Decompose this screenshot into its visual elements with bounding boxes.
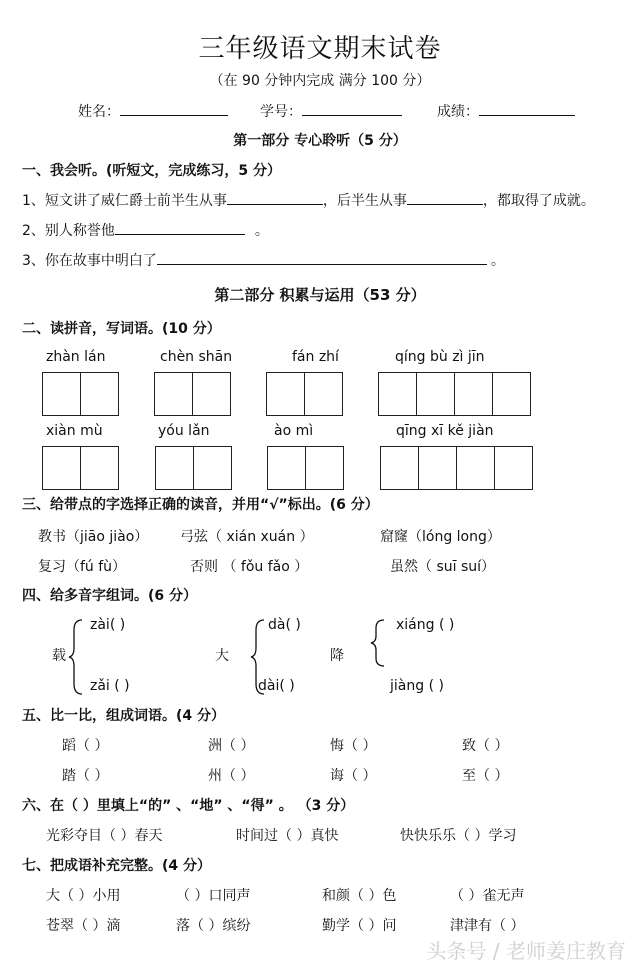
answer-grid-1-2 [154, 372, 231, 416]
q5-item-1-1[interactable]: 蹈（ ） [62, 738, 109, 754]
q1-item2 [22, 220, 269, 240]
q7-item-1-2[interactable]: （ ）口同声 [176, 888, 251, 904]
id-label: 学号： [260, 104, 302, 120]
id-blank[interactable] [302, 101, 402, 116]
answer-grid-2-1 [42, 446, 119, 490]
q4-top-2[interactable]: dà( ) [268, 617, 301, 633]
q4-title: 四、给多音字组词。(6 分） [22, 588, 198, 604]
q7-item-2-1[interactable]: 苍翠（ ）滴 [46, 918, 121, 934]
pinyin-2-1: xiàn mù [46, 423, 103, 439]
q7-title: 七、把成语补充完整。(4 分） [22, 858, 212, 874]
q1-item1-blank-1[interactable] [227, 190, 323, 205]
q3-item-1-2[interactable]: 弓弦（ xián xuán ） [180, 529, 314, 545]
pinyin-1-3: fán zhí [292, 349, 339, 365]
answer-grid-1-4 [378, 372, 531, 416]
pinyin-2-4: qīng xī kě jiàn [396, 423, 494, 439]
grid-cell[interactable] [379, 373, 417, 415]
name-blank[interactable] [120, 101, 228, 116]
q7-item-1-1[interactable]: 大（ ）小用 [46, 888, 121, 904]
grid-cell[interactable] [419, 447, 457, 489]
q3-item-2-1[interactable]: 复习（fú fù） [38, 559, 127, 575]
brace-2 [250, 618, 266, 696]
q3-item-1-3[interactable]: 窟窿（lóng long） [380, 529, 501, 545]
answer-grid-2-3 [267, 446, 344, 490]
name-label: 姓名： [78, 104, 120, 120]
q6-item-1[interactable]: 光彩夺目（ ）春天 [46, 828, 163, 844]
grid-cell[interactable] [155, 373, 193, 415]
q5-item-1-2[interactable]: 洲（ ） [208, 738, 255, 754]
pinyin-1-1: zhàn lán [46, 349, 106, 365]
watermark: 头条号 / 老师姜庄教育 [426, 939, 626, 963]
grid-cell[interactable] [156, 447, 194, 489]
q4-char-3: 降 [330, 648, 344, 664]
q7-item-2-2[interactable]: 落（ ）缤纷 [176, 918, 251, 934]
q5-item-2-1[interactable]: 踏（ ） [62, 768, 109, 784]
q1-item3-blank[interactable] [157, 250, 487, 265]
q4-top-3[interactable]: xiáng ( ) [396, 617, 455, 633]
pinyin-1-2: chèn shān [160, 349, 233, 365]
q1-item1-text-c: ，都取得了成就。 [482, 193, 595, 209]
q7-item-1-3[interactable]: 和颜（ ）色 [322, 888, 397, 904]
q6-item-2[interactable]: 时间过（ ）真快 [236, 828, 339, 844]
answer-grid-1-3 [266, 372, 343, 416]
grid-cell[interactable] [493, 373, 530, 415]
q4-bottom-1[interactable]: zǎi ( ) [90, 678, 130, 694]
grid-cell[interactable] [457, 447, 495, 489]
grid-cell[interactable] [81, 447, 118, 489]
part1-heading: 第一部分 专心聆听（5 分） [233, 133, 407, 149]
q4-char-1: 载 [52, 648, 66, 664]
grid-cell[interactable] [417, 373, 455, 415]
q4-top-1[interactable]: zài( ) [90, 617, 126, 633]
grid-cell[interactable] [43, 373, 81, 415]
grid-cell[interactable] [43, 447, 81, 489]
q1-item2-blank[interactable] [115, 220, 245, 235]
score-label: 成绩： [437, 104, 479, 120]
grid-cell[interactable] [381, 447, 419, 489]
pinyin-2-3: ào mì [274, 423, 314, 439]
q7-item-2-3[interactable]: 勤学（ ）问 [322, 918, 397, 934]
grid-cell[interactable] [268, 447, 306, 489]
q4-bottom-3[interactable]: jiàng ( ) [390, 678, 444, 694]
exam-subtitle: （在 90 分钟内完成 满分 100 分） [209, 73, 431, 89]
id-field [260, 101, 402, 121]
q1-item1-text-a: 1、短文讲了威仁爵士前半生从事 [22, 193, 227, 209]
q7-item-2-4[interactable]: 津津有（ ） [450, 918, 525, 934]
q6-item-3[interactable]: 快快乐乐（ ）学习 [400, 828, 517, 844]
q1-item3-text-a: 3、你在故事中明白了 [22, 253, 157, 269]
q1-item2-text-b: 。 [254, 223, 269, 239]
part2-heading: 第二部分 积累与运用（53 分） [214, 286, 426, 304]
q5-item-1-4[interactable]: 致（ ） [462, 738, 509, 754]
q3-item-2-3[interactable]: 虽然（ suī suí） [390, 559, 496, 575]
q4-bottom-2[interactable]: dài( ) [258, 678, 295, 694]
grid-cell[interactable] [455, 373, 493, 415]
q5-item-2-4[interactable]: 至（ ） [462, 768, 509, 784]
pinyin-2-2: yóu lǎn [158, 423, 210, 439]
q1-title: 一、我会听。(听短文，完成练习，5 分） [22, 163, 282, 179]
q5-title: 五、比一比，组成词语。(4 分） [22, 708, 226, 724]
q3-item-2-2[interactable]: 否则 （ fǒu fǎo ） [190, 559, 309, 575]
q2-title: 二、读拼音，写词语。(10 分） [22, 321, 221, 337]
answer-grid-2-4 [380, 446, 533, 490]
q7-item-1-4[interactable]: （ ）雀无声 [450, 888, 525, 904]
answer-grid-2-2 [155, 446, 232, 490]
grid-cell[interactable] [267, 373, 305, 415]
pinyin-1-4: qíng bù zì jīn [395, 349, 485, 365]
brace-1 [68, 618, 84, 696]
grid-cell[interactable] [305, 373, 342, 415]
grid-cell[interactable] [194, 447, 231, 489]
grid-cell[interactable] [495, 447, 532, 489]
q1-item2-text-a: 2、别人称誉他 [22, 223, 115, 239]
q3-title: 三、给带点的字选择正确的读音，并用“√”标出。(6 分） [22, 497, 379, 513]
brace-3 [370, 618, 386, 668]
q5-item-2-2[interactable]: 州（ ） [208, 768, 255, 784]
q1-item1 [22, 190, 595, 210]
q4-char-2: 大 [215, 648, 229, 664]
score-field [437, 101, 575, 121]
q1-item3-text-b: 。 [490, 253, 505, 269]
grid-cell[interactable] [81, 373, 118, 415]
grid-cell[interactable] [193, 373, 230, 415]
q1-item1-text-b: ，后半生从事 [322, 193, 407, 209]
exam-title: 三年级语文期末试卷 [198, 34, 442, 64]
score-blank[interactable] [479, 101, 575, 116]
q1-item3 [22, 250, 505, 270]
q3-item-1-1[interactable]: 教书（jiāo jiào） [38, 529, 149, 545]
name-field [78, 101, 228, 121]
grid-cell[interactable] [306, 447, 343, 489]
q5-item-2-3[interactable]: 诲（ ） [330, 768, 377, 784]
q6-title: 六、在（ ）里填上“的” 、“地” 、“得” 。 （3 分） [22, 798, 355, 814]
answer-grid-1-1 [42, 372, 119, 416]
q5-item-1-3[interactable]: 悔（ ） [330, 738, 377, 754]
q1-item1-blank-2[interactable] [407, 190, 483, 205]
